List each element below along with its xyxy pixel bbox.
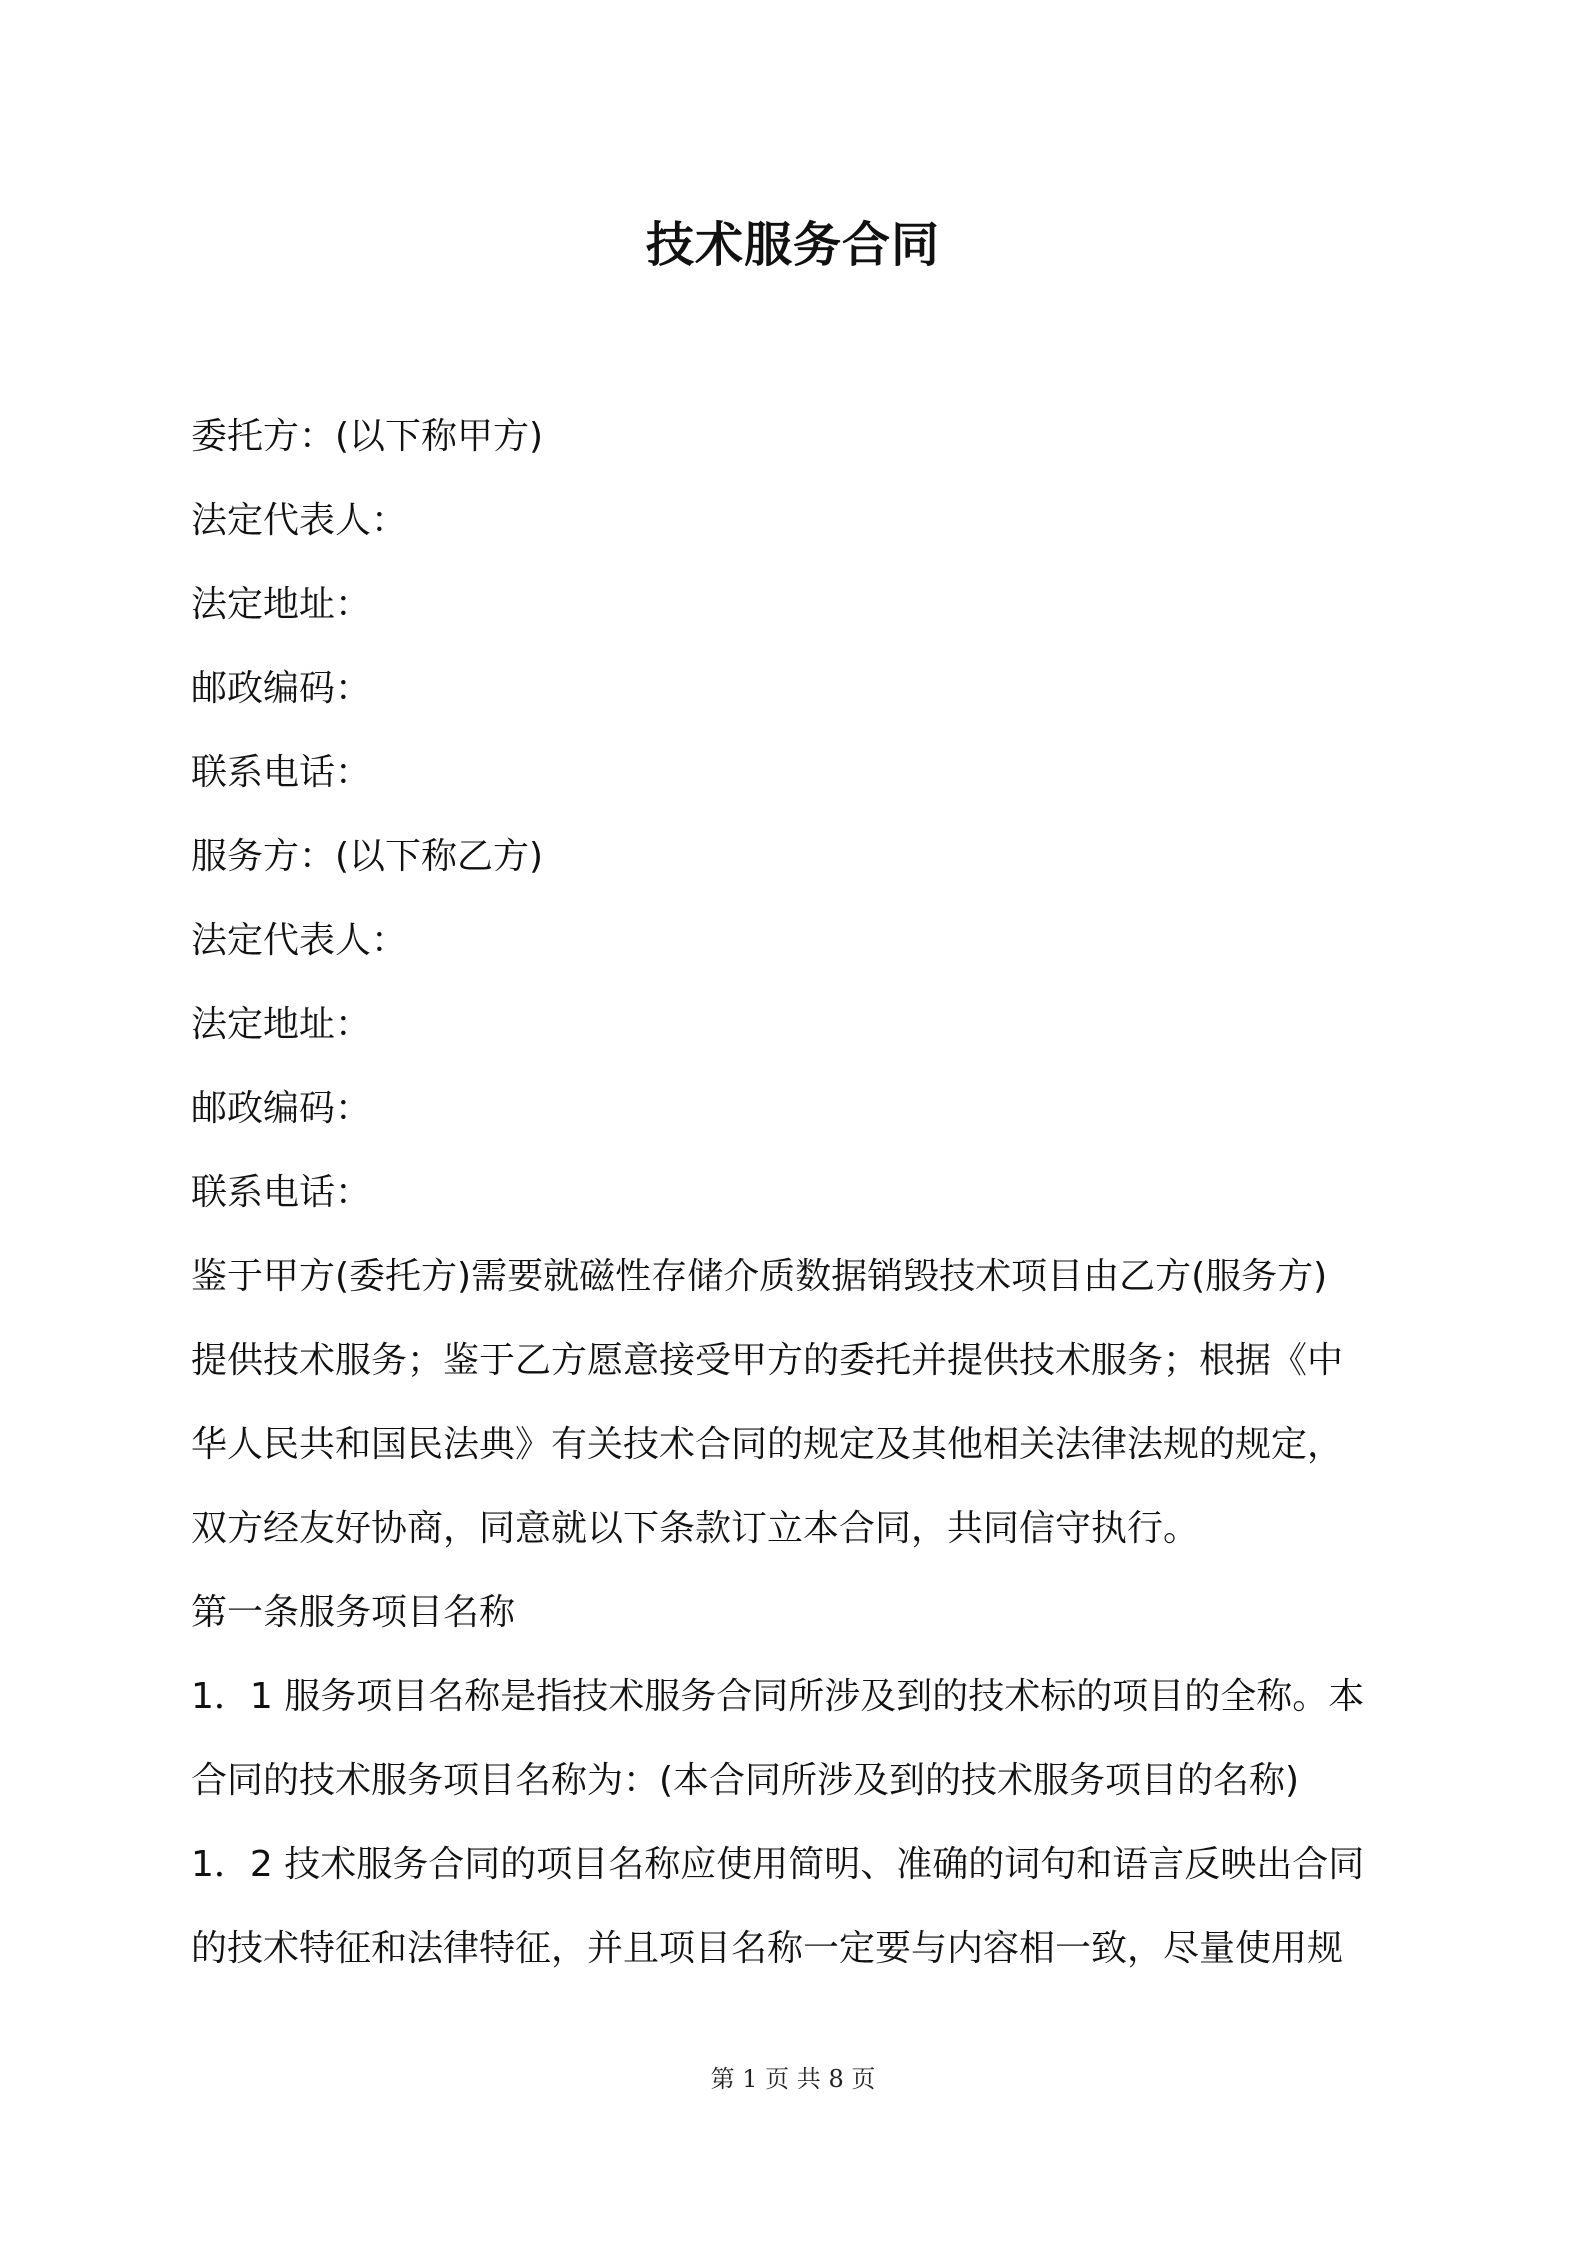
party-a-postcode: 邮政编码： — [191, 668, 372, 709]
party-b-address: 法定地址： — [191, 1004, 372, 1045]
party-b-postcode: 邮政编码： — [191, 1088, 372, 1129]
party-a-label: 委托方：(以下称甲方) — [191, 416, 544, 457]
clause-1-2-line: 1．2 技术服务合同的项目名称应使用简明、准确的词句和语言反映出合同 — [191, 1844, 1365, 1885]
party-b-phone: 联系电话： — [191, 1172, 372, 1213]
party-b-label: 服务方：(以下称乙方) — [191, 836, 544, 877]
party-a-phone: 联系电话： — [191, 752, 372, 793]
document-title: 技术服务合同 — [645, 217, 940, 273]
preamble-line: 华人民共和国民法典》有关技术合同的规定及其他相关法律法规的规定， — [191, 1424, 1344, 1465]
preamble-line: 提供技术服务；鉴于乙方愿意接受甲方的委托并提供技术服务；根据《中 — [191, 1340, 1344, 1381]
party-a-address: 法定地址： — [191, 584, 372, 625]
preamble-line: 鉴于甲方(委托方)需要就磁性存储介质数据销毁技术项目由乙方(服务方) — [191, 1256, 1328, 1297]
article-1-heading: 第一条服务项目名称 — [191, 1592, 516, 1633]
clause-1-2-line: 的技术特征和法律特征，并且项目名称一定要与内容相一致，尽量使用规 — [191, 1928, 1344, 1969]
party-b-representative: 法定代表人： — [191, 920, 408, 961]
party-a-representative: 法定代表人： — [191, 500, 408, 541]
preamble-line: 双方经友好协商，同意就以下条款订立本合同，共同信守执行。 — [191, 1508, 1200, 1549]
clause-1-1-line: 合同的技术服务项目名称为：(本合同所涉及到的技术服务项目的名称) — [191, 1760, 1300, 1801]
clause-1-1-line: 1．1 服务项目名称是指技术服务合同所涉及到的技术标的项目的全称。本 — [191, 1676, 1365, 1717]
page-indicator: 第 1 页 共 8 页 — [710, 2065, 876, 2093]
